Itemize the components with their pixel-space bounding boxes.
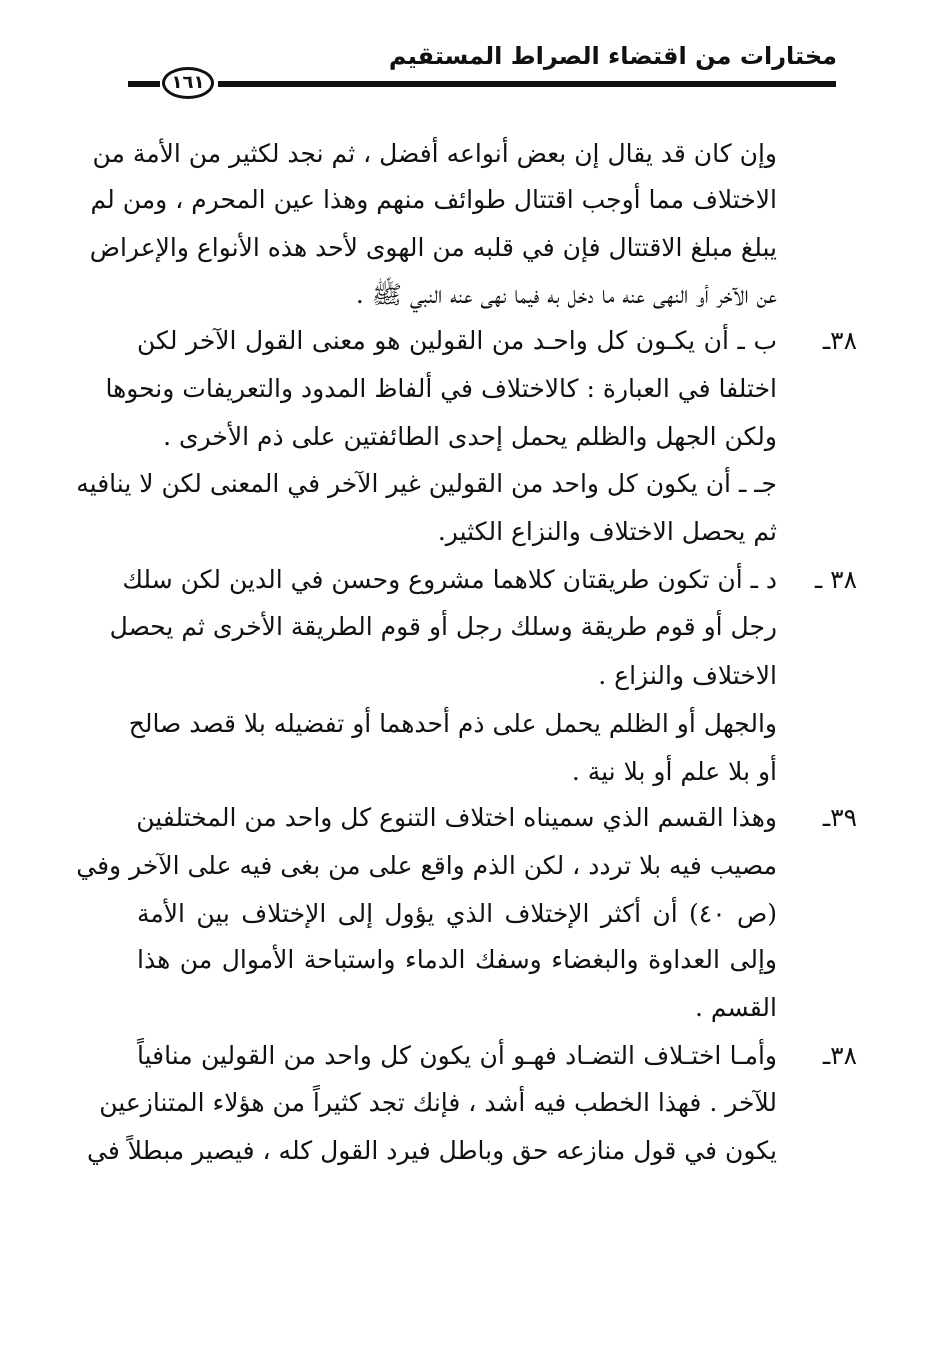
paragraph-number: ٣٩ـ bbox=[822, 803, 857, 832]
text-line: للآخر . فهذا الخطب فيه أشد ، فإنك تجد كثيراً من هؤلاء المتنازعين bbox=[99, 1088, 777, 1117]
text-line: الاختلاف مما أوجب اقتتال طوائف منهم وهذا عين المحرم ، ومن لم bbox=[90, 185, 777, 214]
page-number-badge: ١٦١ bbox=[162, 67, 214, 99]
text-line: يبلغ مبلغ الاقتتال فإن في قلبه من الهوى لأحد هذه الأنواع والإعراض bbox=[89, 233, 777, 262]
running-header-title: مختارات من اقتضاء الصراط المستقيم bbox=[388, 42, 837, 70]
text-line: رجل أو قوم طريقة وسلك رجل أو قوم الطريقة الأخرى ثم يحصل bbox=[109, 612, 777, 641]
text-line: أو بلا علم أو بلا نية . bbox=[571, 757, 777, 786]
text-line: د ـ أن تكون طريقتان كلاهما مشروع وحسن في الدين لكن سلك bbox=[122, 565, 777, 594]
text-line: عن الآخر أو النهى عنه ما دخل به فيما نهى عنه النبي ﷺ . bbox=[355, 280, 777, 309]
text-line: وإلى العداوة والبغضاء وسفك الدماء واستباحة الأموال من هذا bbox=[137, 945, 777, 974]
header-rule-right bbox=[218, 81, 836, 87]
text-line: يكون في قول منازعه حق وباطل فيرد القول كله ، فيصير مبطلاً في bbox=[87, 1136, 777, 1165]
text-line: وإن كان قد يقال إن بعض أنواعه أفضل ، ثم نجد لكثير من الأمة من bbox=[92, 139, 777, 168]
text-line: جـ ـ أن يكون كل واحد من القولين غير الآخر في المعنى لكن لا ينافيه bbox=[76, 469, 777, 498]
text-line: ب ـ أن يكـون كل واحـد من القولين هو معنى القول الآخر لكن bbox=[137, 326, 777, 355]
text-line: وهذا القسم الذي سميناه اختلاف التنوع كل واحد من المختلفين bbox=[136, 803, 777, 832]
text-line: مصيب فيه بلا تردد ، لكن الذم واقع على من بغى فيه على الآخر وفي bbox=[76, 851, 777, 880]
paragraph-number: ٣٨ ـ bbox=[814, 565, 857, 594]
text-line: القسم . bbox=[694, 993, 777, 1022]
text-line: ثم يحصل الاختلاف والنزاع الكثير. bbox=[437, 517, 777, 546]
header-rule-left bbox=[128, 81, 160, 87]
paragraph-number: ٣٨ـ bbox=[822, 1041, 857, 1070]
text-line: وأمـا اختـلاف التضـاد فهـو أن يكون كل واحد من القولين منافياً bbox=[137, 1041, 777, 1070]
text-line: اختلفا في العبارة : كالاختلاف في ألفاظ المدود والتعريفات ونحوها bbox=[105, 374, 777, 403]
text-line: والجهل أو الظلم يحمل على ذم أحدهما أو تفضيله بلا قصد صالح bbox=[128, 709, 777, 738]
text-line: الاختلاف والنزاع . bbox=[598, 661, 777, 690]
paragraph-number: ٣٨ـ bbox=[822, 326, 857, 355]
text-line: (ص ٤٠) أن أكثر الإختلاف الذي يؤول إلى الإختلاف بين الأمة bbox=[137, 899, 777, 928]
text-line: ولكن الجهل والظلم يحمل إحدى الطائفتين على ذم الأخرى . bbox=[163, 422, 777, 451]
